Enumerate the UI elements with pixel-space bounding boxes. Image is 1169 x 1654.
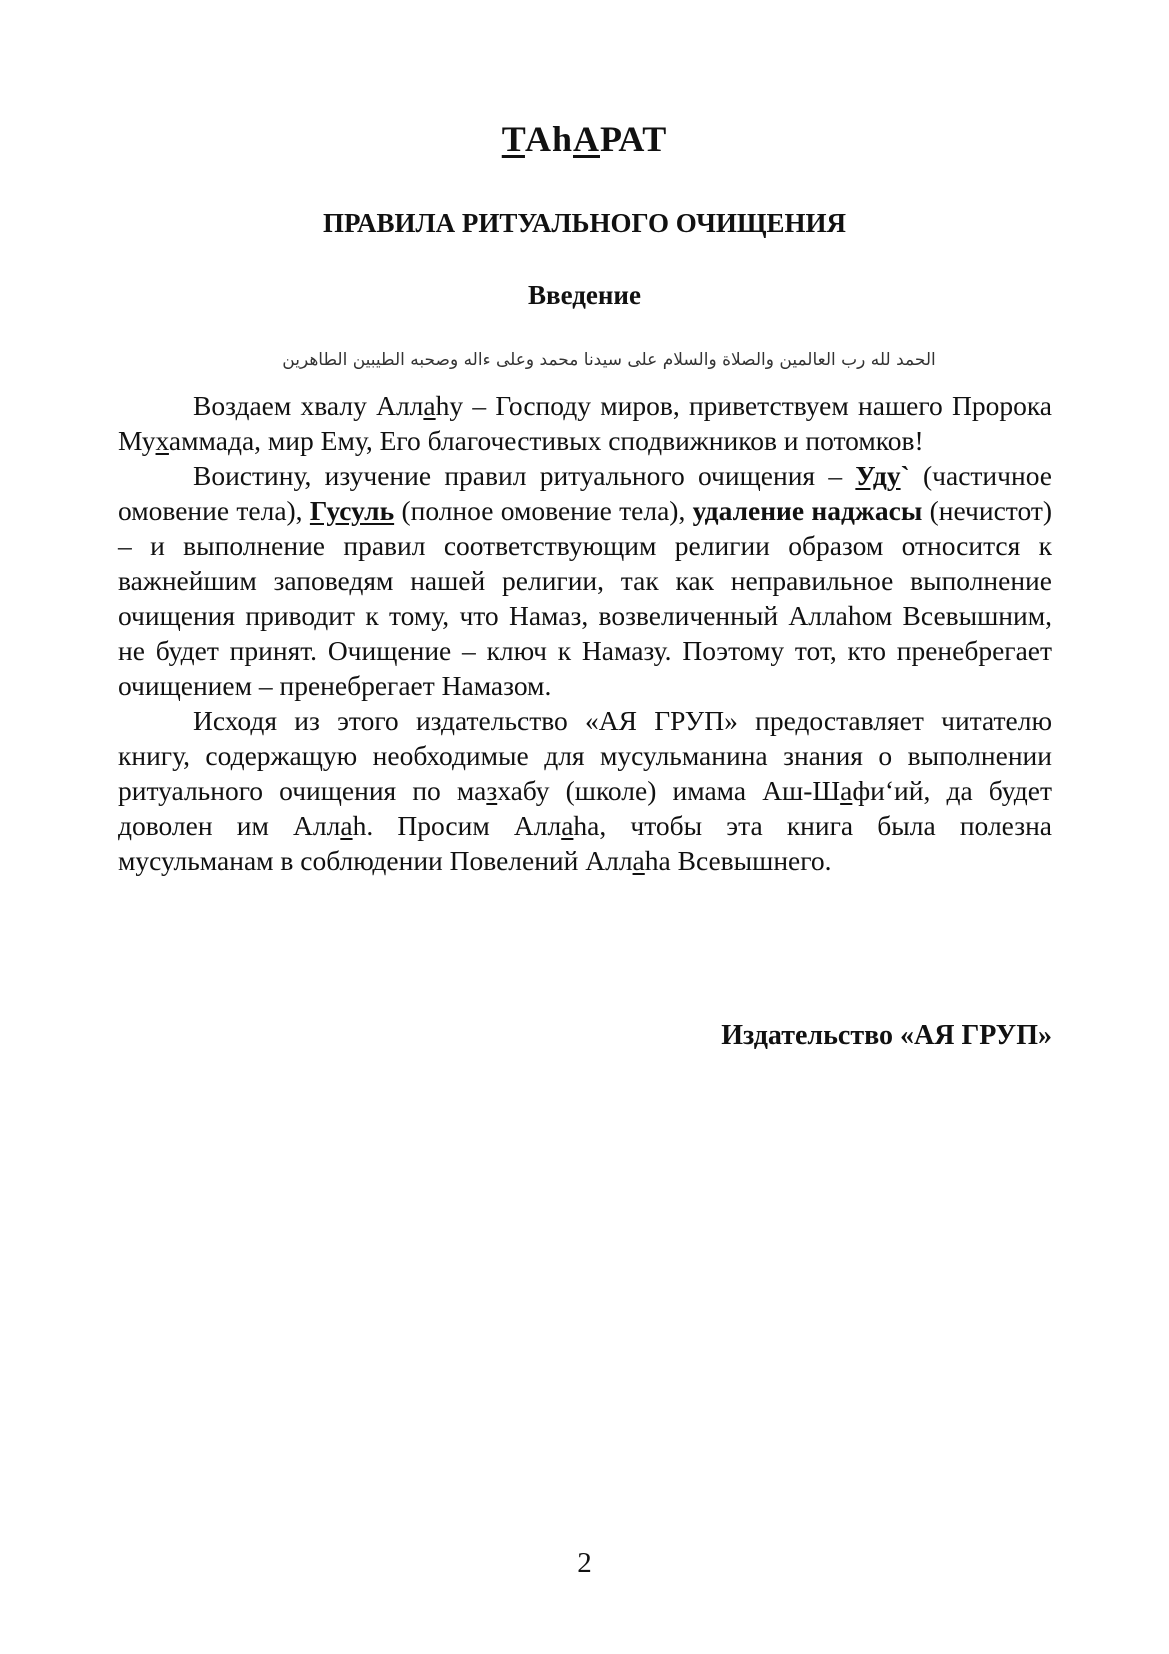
page-title	[0, 118, 1169, 160]
paragraph-1: Воздаем хвалу Аллаhу – Господу миров, приветствуем нашего Пророка Мухаммада, мир Ему, Его благочестивых сподвижников и потомков!	[118, 390, 1052, 456]
term-gusul: Гусуль	[309, 495, 395, 526]
publisher-signature: Издательство «АЯ ГРУП»	[721, 1020, 1052, 1051]
title-part-underlined: Т	[501, 119, 525, 159]
paragraph-2: Воистину, изучение правил ритуального очищения – Уду` (частичное омовение тела), Гусуль (полное омовение тела), удаление наджасы (нечистот) – и выполнение правил соответствующим религии образом относится к важнейшим заповедям нашей религии, так как неправильное выполнение очищения приводит к тому, что Намаз, возвеличенный Аллаhом Всевышним, не будет принят. Очищение – ключ к Намазу. Поэтому тот, кто пренебрегает очищением – пренебрегает Намазом.	[118, 460, 1053, 701]
title-part: РАТ	[600, 119, 668, 159]
page-number: 2	[577, 1547, 592, 1579]
term-uudu: Уду	[855, 460, 901, 491]
section-heading: Введение	[528, 280, 641, 310]
body-text	[118, 388, 1052, 878]
arabic-invocation: الحمد لله رب العالمين والصلاة والسلام على سيدنا محمد وعلى ءاله وصحبه الطيبين الطاهرين	[282, 350, 936, 370]
page-subtitle: ПРАВИЛА РИТУАЛЬНОГО ОЧИЩЕНИЯ	[322, 208, 847, 238]
title-part-underlined: А	[573, 119, 600, 159]
term-najasa: удаление наджасы	[692, 495, 923, 526]
paragraph-3: Исходя из этого издательство «АЯ ГРУП» предоставляет читателю книгу, содержащую необходимые для мусульманина знания о выполнении ритуального очищения по мазхабу (школе) имама Аш-Шафи‘ий, да будет доволен им Аллаh. Просим Аллаhа, чтобы эта книга была полезна мусульманам в соблюдении Повелений Аллаhа Всевышнего.	[118, 705, 1052, 876]
title-part: Аh	[524, 119, 573, 159]
